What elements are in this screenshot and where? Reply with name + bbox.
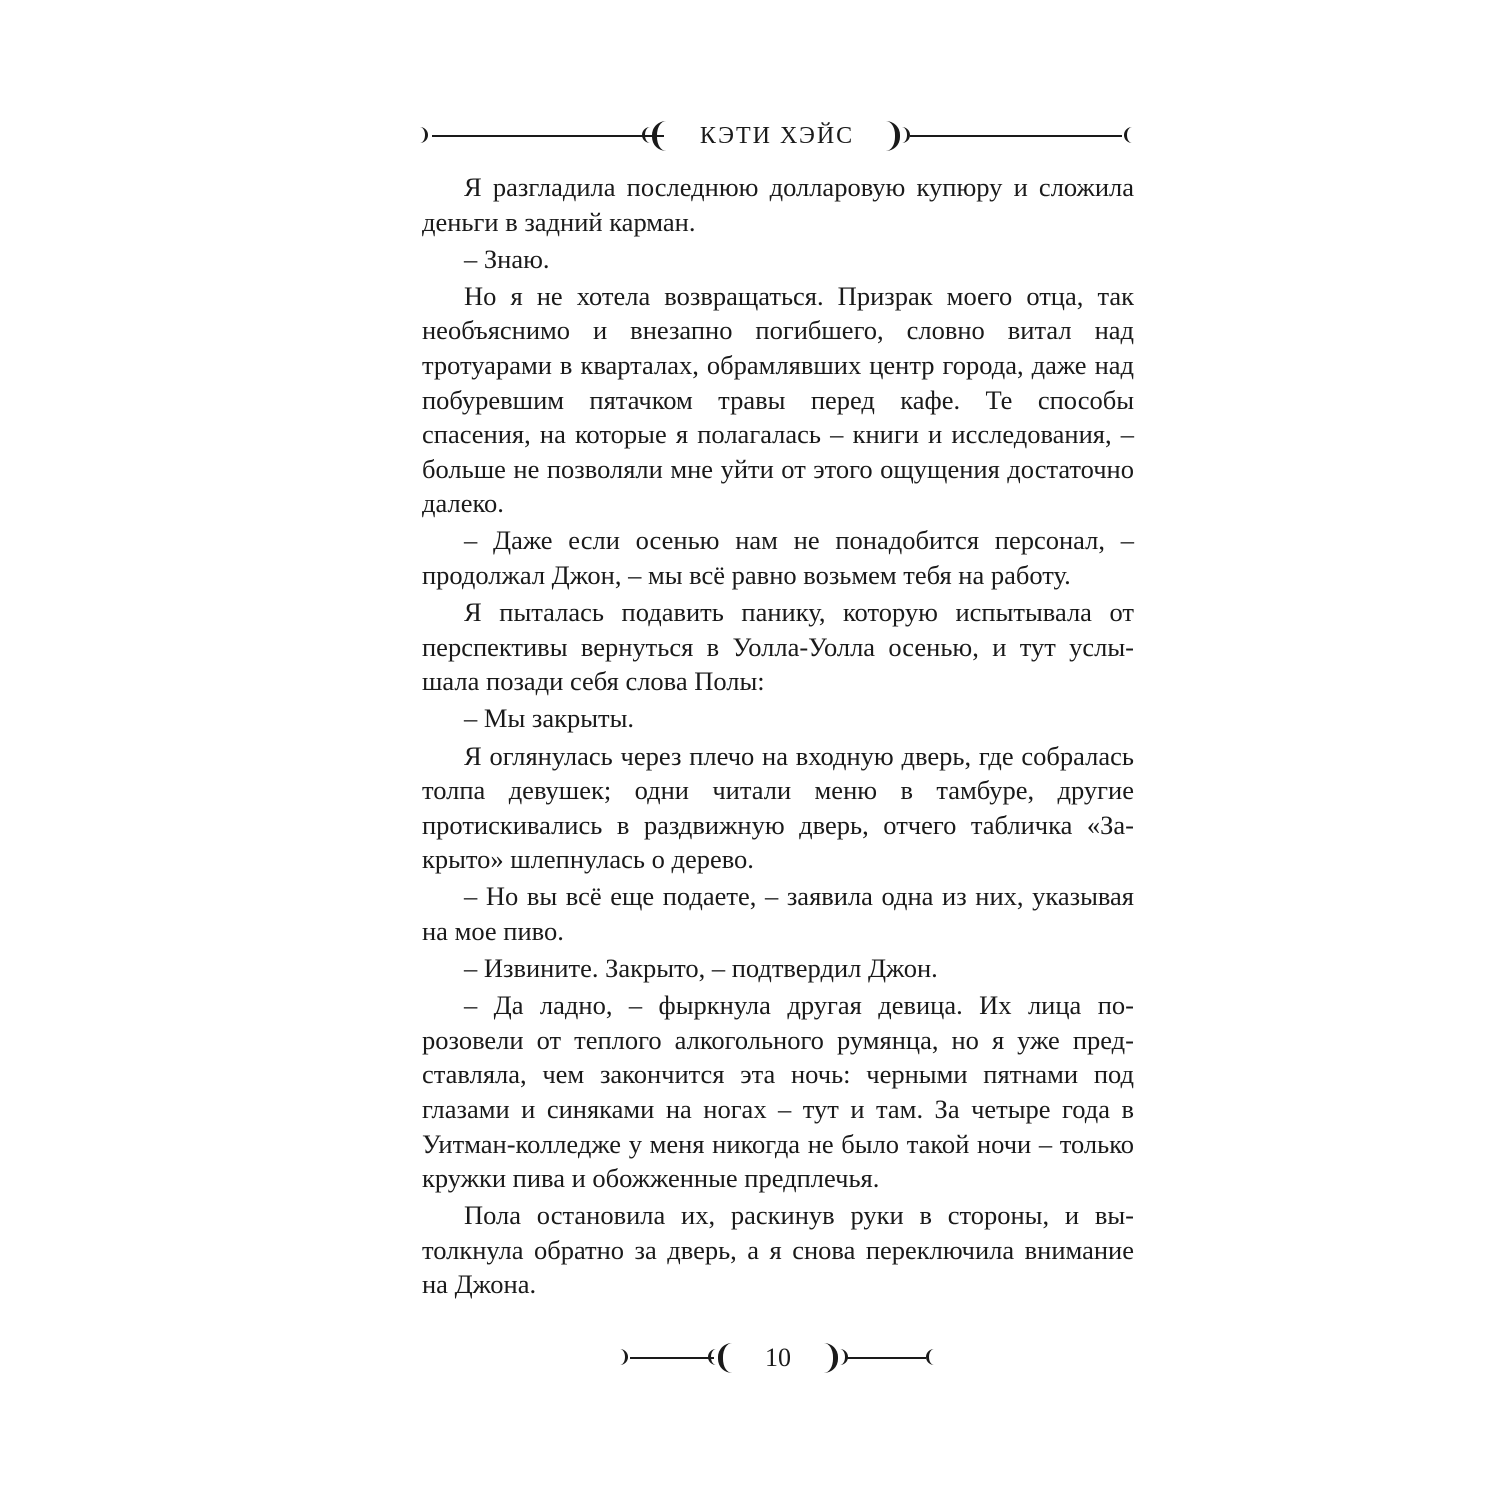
- crescent-moon-icon: [1124, 127, 1132, 143]
- paragraph: Я оглянулась через плечо на входную дверь, где собралась толпа девушек; одни читали меню в тамбуре, другие протискивались в раздвижную дверь, отчего табличка «Закрыто» шлепнулась о дерево.: [422, 740, 1134, 875]
- paragraph: Но я не хотела возвращаться. Призрак моего отца, так необъяснимо и внезапно погибшего, словно витал над тротуарами в кварталах, обрамлявших центр города, даже над побуревшим пятачком травы перед кафе. Те способы спасения, на которые я полагалась – книги и исследования, – больше не позволяли мне уйти от этого ощущения достаточно далеко.: [422, 280, 1134, 519]
- paragraph: Я пыталась подавить панику, которую испытывала от перспективы вернуться в Уолла-Уолла осенью, и тут услышала позади себя слова Полы:: [422, 597, 1134, 697]
- ornament-rule-left: [630, 1357, 714, 1359]
- paragraph: Я разгладила последнюю долларовую купюру и сложила деньги в задний карман.: [422, 172, 1134, 237]
- page-number: 10: [765, 1343, 791, 1372]
- paragraph: – Но вы всё еще подаете, – заявила одна из них, указывая на мое пиво.: [422, 881, 1134, 946]
- paragraph: Пола остановила их, раскинув руки в стороны, и вытолкнула обратно за дверь, а я снова переключила внимание на Джона.: [422, 1200, 1134, 1300]
- crescent-moon-icon: [652, 121, 666, 151]
- paragraph: – Да ладно, – фыркнула другая девица. Их лица порозовели от теплого алкогольного румянца, но я уже представляла, чем закончится эта ночь: черными пятнами под глазами и синяками на ногах – тут и там. За четыре года в Уитман-колледже у меня никогда не было такой ночи – только кружки пива и обожженные предплечья.: [422, 990, 1134, 1194]
- crescent-moon-icon: [886, 121, 900, 151]
- paragraph: – Даже если осенью нам не понадобится персонал, – продолжал Джон, – мы всё равно возьмем тебя на работу.: [422, 525, 1134, 591]
- running-head: [420, 116, 1134, 156]
- crescent-moon-icon: [824, 1343, 838, 1373]
- ornament-rule-left: [432, 135, 664, 137]
- ornament-rule-right: [846, 1357, 926, 1359]
- crescent-moon-icon: [902, 127, 910, 143]
- ornament-rule-right: [910, 135, 1122, 137]
- paragraph: – Знаю.: [464, 243, 550, 274]
- paragraph: – Извините. Закрыто, – подтвердил Джон.: [464, 953, 938, 984]
- crescent-moon-icon: [708, 1349, 716, 1365]
- crescent-moon-icon: [420, 127, 428, 143]
- crescent-moon-icon: [926, 1349, 934, 1365]
- crescent-moon-icon: [642, 127, 650, 143]
- crescent-moon-icon: [718, 1343, 732, 1373]
- running-head-author: КЭТИ ХЭЙС: [699, 123, 855, 149]
- crescent-moon-icon: [620, 1349, 628, 1365]
- page-folio: [620, 1338, 936, 1378]
- paragraph: – Мы закрыты.: [464, 703, 635, 734]
- body-text: [422, 170, 1134, 1305]
